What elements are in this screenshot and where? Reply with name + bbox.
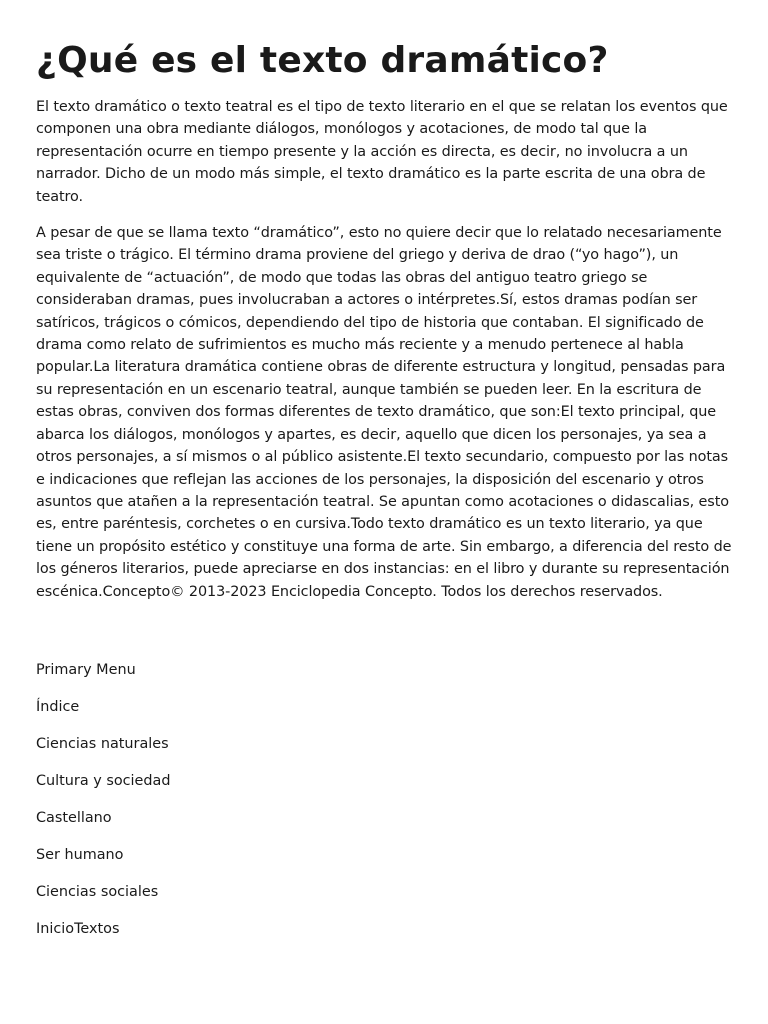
primary-menu xyxy=(36,659,732,940)
article-paragraph-1: El texto dramático o texto teatral es el tipo de texto literario en el que se relatan los eventos que componen una obra mediante diálogos, monólogos y acotaciones, de modo tal que la representación ocurre en tiempo presente y la acción es directa, es decir, no involucra a un narrador. Dicho de un modo más simple, el texto dramático es la parte escrita de una obra de teatro. xyxy=(36,99,728,205)
primary-menu-heading: Primary Menu xyxy=(36,661,136,678)
menu-item-cultura-y-sociedad[interactable]: Cultura y sociedad xyxy=(36,772,171,789)
article-paragraph-2: A pesar de que se llama texto “dramático”, esto no quiere decir que lo relatado necesariamente sea triste o trágico. El término drama proviene del griego y deriva de drao (“yo hago”), un equivalente de “actuación”, de modo que todas las obras del antiguo teatro griego se consideraban dramas, pues involucraban a actores o intérpretes.Sí, estos dramas podían ser satíricos, trágicos o cómicos, dependiendo del tipo de historia que contaban. El significado de drama como relato de sufrimientos es mucho más reciente y a menudo pertenece al habla popular.La literatura dramática contiene obras de diferente estructura y longitud, pensadas para su representación en un escenario teatral, aunque también se pueden leer. En la escritura de estas obras, conviven dos formas diferentes de texto dramático, que son:El texto principal, que abarca los diálogos, monólogos y apartes, es decir, aquello que dicen los personajes, ya sea a otros personajes, a sí mismos o al público asistente.El texto secundario, compuesto por las notas e indicaciones que reflejan las acciones de los personajes, la disposición del escenario y otros asuntos que atañen a la representación teatral. Se apuntan como acotaciones o didascalias, esto es, entre paréntesis, corchetes o en cursiva.Todo texto dramático es un texto literario, ya que tiene un propósito estético y constituye una forma de arte. Sin embargo, a diferencia del resto de los géneros literarios, puede apreciarse en dos instancias: en el libro y durante su representación escénica.Concepto© 2013-2023 Enciclopedia Concepto. Todos los derechos reservados. xyxy=(36,225,732,600)
article xyxy=(36,36,732,603)
menu-item-ser-humano[interactable]: Ser humano xyxy=(36,846,124,863)
menu-item-ciencias-naturales[interactable]: Ciencias naturales xyxy=(36,735,169,752)
menu-item-inicio-textos[interactable]: InicioTextos xyxy=(36,920,120,937)
menu-item-castellano[interactable]: Castellano xyxy=(36,809,112,826)
menu-item-ciencias-sociales[interactable]: Ciencias sociales xyxy=(36,883,159,900)
menu-item-indice[interactable]: Índice xyxy=(36,698,80,715)
primary-menu-list xyxy=(36,696,732,940)
page-title: ¿Qué es el texto dramático? xyxy=(36,40,609,81)
article-body xyxy=(36,96,732,603)
